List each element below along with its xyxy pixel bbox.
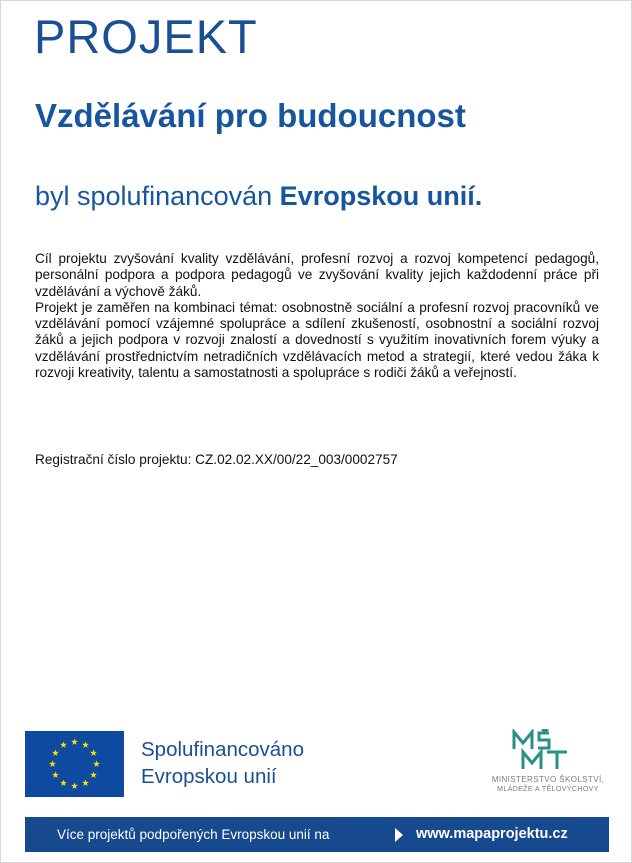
- eu-star-icon: [93, 760, 100, 767]
- msmt-mark-icon: [511, 729, 571, 771]
- project-description: [35, 251, 599, 381]
- msmt-name-line-1: MINISTERSTVO ŠKOLSTVÍ,: [491, 775, 605, 784]
- footer-bar: [25, 817, 609, 852]
- eu-flag-icon: [25, 731, 124, 797]
- eu-text-line-1: Spolufinancováno: [141, 738, 304, 761]
- eu-star-icon: [52, 749, 59, 756]
- eu-star-icon: [90, 771, 97, 778]
- eu-star-icon: [60, 779, 67, 786]
- eu-star-icon: [82, 741, 89, 748]
- footer-text: Více projektů podpořených Evropskou unií na: [57, 827, 330, 842]
- footer-link[interactable]: www.mapaprojektu.cz: [416, 826, 568, 842]
- cofinanced-bold: Evropskou unií.: [279, 181, 483, 211]
- eu-star-icon: [71, 782, 78, 789]
- eu-star-icon: [60, 741, 67, 748]
- msmt-logo: [473, 729, 623, 801]
- arrow-right-icon: [395, 828, 403, 842]
- cofinanced-line: [35, 179, 482, 213]
- registration-number: Registrační číslo projektu: CZ.02.02.XX/00/22_003/0002757: [35, 452, 398, 467]
- project-title: Vzdělávání pro budoucnost: [35, 97, 466, 134]
- heading-projekt: PROJEKT: [34, 10, 258, 63]
- description-paragraph-1: Cíl projektu zvyšování kvality vzdělávání, profesní rozvoj a rozvoj kompetencí pedagogů, personální podpora a podpora pedagogů ve zvyšování kvality jejich každodenní práce při vzdělávání a výchově žáků.: [35, 251, 599, 299]
- description-paragraph-2: Projekt je zaměřen na kombinaci témat: osobnostně sociální a profesní rozvoj pracovníků ve vzdělávání pomocí vzájemné spolupráce a sdílení zkušeností, osobnostní a sociální rozvoj žáků a jejich podpora v rozvoji znalostí a dovedností s využitím inovativních forem výuky a vzdělávání prostřednictvím netradičních vzdělávacích metod a strategií, které vedou žáka k rozvoji kreativity, talentu a samostatnosti a spolupráce s rodiči žáků a veřejností.: [35, 299, 599, 381]
- eu-star-icon: [52, 771, 59, 778]
- eu-star-icon: [82, 779, 89, 786]
- eu-star-icon: [49, 760, 56, 767]
- eu-cofinanced-text: [141, 736, 304, 790]
- eu-star-icon: [90, 749, 97, 756]
- eu-flag-stars: [25, 731, 124, 797]
- msmt-name-line-2: MLÁDEŽE A TĚLOVÝCHOVY: [497, 786, 599, 793]
- eu-text-line-2: Evropskou unií: [141, 765, 277, 788]
- cofinanced-prefix: byl spolufinancován: [35, 181, 280, 211]
- eu-star-icon: [71, 738, 78, 745]
